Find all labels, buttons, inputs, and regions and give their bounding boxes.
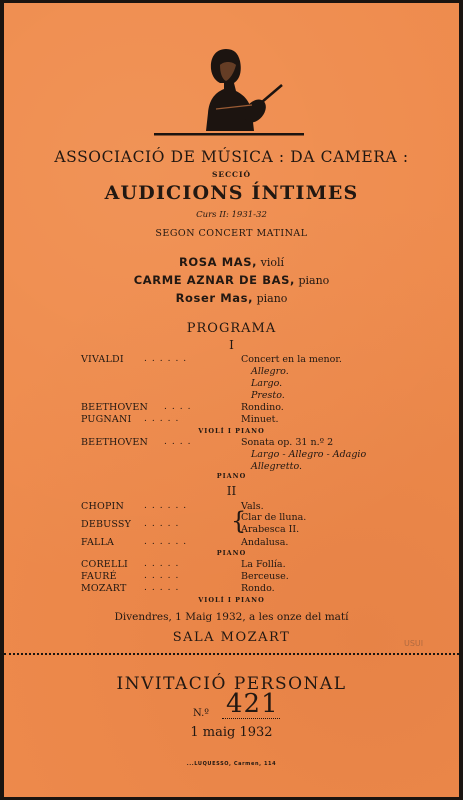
violinist-emblem-icon <box>154 39 304 139</box>
leader-dots: ..... <box>144 583 184 593</box>
invitation-card <box>4 3 459 797</box>
composer-beethoven: BEETHOVEN <box>81 437 149 448</box>
composer-chopin: CHOPIN <box>81 501 124 512</box>
composer-beethoven: BEETHOVEN <box>81 402 149 413</box>
archive-stamp: USUI <box>404 639 424 648</box>
performer-1: ROSA MAS, violí <box>178 255 285 269</box>
section-label: SECCIÓ <box>211 170 252 179</box>
work-faure: Berceuse. <box>241 571 289 582</box>
movement: Allegro. <box>251 366 289 377</box>
movement: Presto. <box>251 390 285 401</box>
leader-dots: ..... <box>144 571 184 581</box>
work-mozart: Rondo. <box>241 583 275 594</box>
part-2-label: II <box>226 484 237 498</box>
leader-dots: ...... <box>144 354 192 364</box>
leader-dots: ...... <box>144 501 192 511</box>
performer-3: Roser Mas, piano <box>175 291 288 305</box>
event-title: AUDICIONS ÍNTIMES <box>104 182 359 204</box>
number-underline <box>222 718 280 719</box>
work-corelli: La Follía. <box>241 559 286 570</box>
course-label: Curs II: 1931-32 <box>196 210 267 220</box>
composer-debussy: DEBUSSY <box>81 519 132 530</box>
leader-dots: .... <box>164 437 196 447</box>
performer-2: CARME AZNAR DE BAS, piano <box>133 273 330 287</box>
event-date: Divendres, 1 Maig 1932, a les onze del matí <box>114 611 349 623</box>
composer-faure: FAURÉ <box>81 571 117 582</box>
invitation-date: 1 maig 1932 <box>190 725 273 740</box>
instrumentation: PIANO <box>216 549 247 557</box>
work-beethoven: Rondino. <box>241 402 284 413</box>
work-beethoven-sonata: Sonata op. 31 n.º 2 <box>241 437 334 448</box>
part-1-label: I <box>229 338 234 352</box>
composer-falla: FALLA <box>81 537 115 548</box>
concert-label: SEGON CONCERT MATINAL <box>155 228 308 239</box>
movement: Largo. <box>251 378 283 389</box>
work-pugnani: Minuet. <box>241 414 279 425</box>
movement: Allegretto. <box>251 461 303 472</box>
invitation-number: 421 <box>226 689 279 719</box>
program-heading: PROGRAMA <box>186 321 277 336</box>
movement: Largo - Allegro - Adagio <box>251 449 367 460</box>
leader-dots: ..... <box>144 519 184 529</box>
composer-corelli: CORELLI <box>81 559 128 570</box>
event-venue: SALA MOZART <box>172 630 291 645</box>
instrumentation: VIOLÍ I PIANO <box>198 596 265 604</box>
invitation-title: INVITACIÓ PERSONAL <box>116 674 347 694</box>
perforation-line <box>4 653 459 655</box>
leader-dots: .... <box>164 402 196 412</box>
composer-pugnani: PUGNANI <box>81 414 132 425</box>
brace-icon: { <box>231 507 247 535</box>
association-name: ASSOCIACIÓ DE MÚSICA : DA CAMERA : <box>54 148 409 166</box>
instrumentation: VIOLÍ I PIANO <box>198 427 265 435</box>
instrumentation: PIANO <box>216 472 247 480</box>
printer-credit: ...LUQUESSO, Carmen, 114 <box>186 761 277 767</box>
work-falla: Andalusa. <box>241 537 289 548</box>
number-label: N.º <box>193 708 209 719</box>
leader-dots: ...... <box>144 537 192 547</box>
composer-mozart: MOZART <box>81 583 127 594</box>
leader-dots: ..... <box>144 559 184 569</box>
composer-vivaldi: VIVALDI <box>81 354 124 365</box>
work-vivaldi: Concert en la menor. <box>241 354 342 365</box>
leader-dots: ..... <box>144 414 184 424</box>
work-debussy: Clar de lluna. <box>241 512 307 523</box>
work-debussy: Arabesca II. <box>241 524 300 535</box>
work-chopin: Vals. <box>241 501 264 512</box>
